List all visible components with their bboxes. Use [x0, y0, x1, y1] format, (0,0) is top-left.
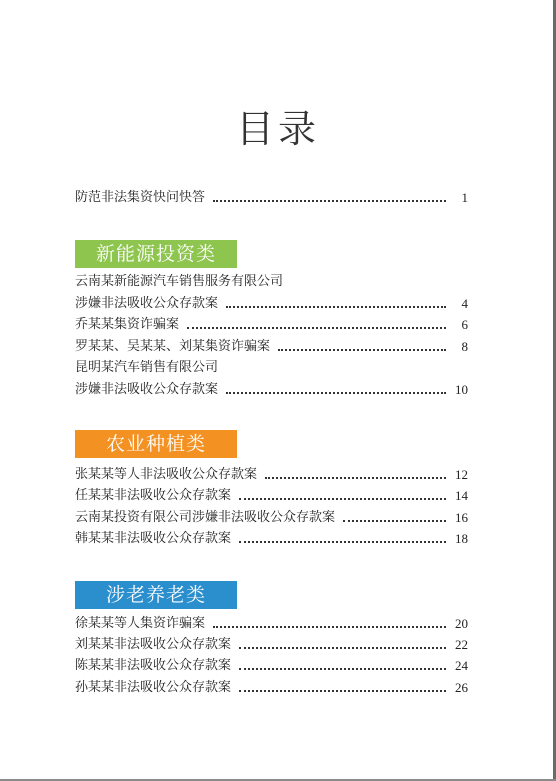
leader-dots: [213, 199, 446, 202]
toc-entry-label: 张某某等人非法吸收公众存款案: [75, 467, 258, 482]
toc-entry[interactable]: [75, 529, 468, 549]
toc-entry-label: 韩某某非法吸收公众存款案: [75, 531, 232, 546]
toc-entry-label: 防范非法集资快问快答: [75, 190, 206, 205]
toc-entry-label: 任某某非法吸收公众存款案: [75, 488, 232, 503]
toc-company-line: 云南某新能源汽车销售服务有限公司: [75, 274, 284, 289]
toc-entry-page: 10: [455, 382, 468, 397]
toc-entry-page: 16: [455, 510, 468, 525]
leader-dots: [239, 667, 446, 670]
page-title: 目录: [235, 107, 320, 151]
toc-entry-label: 云南某投资有限公司涉嫌非法吸收公众存款案: [75, 510, 336, 525]
toc-entry[interactable]: [75, 380, 468, 400]
toc-entry[interactable]: [75, 294, 468, 314]
toc-entry-label: 孙某某非法吸收公众存款案: [75, 680, 232, 695]
toc-entry-label: 徐某某等人集资诈骗案: [75, 616, 206, 631]
toc-entry-label: 涉嫌非法吸收公众存款案: [75, 296, 219, 311]
toc-entry-page: 14: [455, 488, 468, 503]
toc-entry-page: 18: [455, 531, 468, 546]
toc-entry[interactable]: [75, 465, 468, 485]
toc-entry[interactable]: [75, 508, 468, 528]
toc-entry-intro[interactable]: [75, 188, 468, 208]
toc-entry-page: 20: [455, 616, 468, 631]
toc-entry-page: 24: [455, 658, 468, 673]
leader-dots: [239, 540, 446, 543]
leader-dots: [226, 305, 446, 308]
toc-entry-label: 陈某某非法吸收公众存款案: [75, 658, 232, 673]
toc-entry[interactable]: [75, 486, 468, 506]
toc-entry-page: 8: [461, 339, 468, 354]
leader-dots: [239, 689, 446, 692]
section-heading-new-energy: 新能源投资类: [75, 240, 237, 268]
toc-entry-page: 22: [455, 637, 468, 652]
toc-entry[interactable]: [75, 656, 468, 676]
toc-entry-page: 12: [455, 467, 468, 482]
toc-entry[interactable]: [75, 678, 468, 698]
toc-entry-page: 26: [455, 680, 468, 695]
toc-entry-label: 涉嫌非法吸收公众存款案: [75, 382, 219, 397]
leader-dots: [226, 391, 446, 394]
toc-entry[interactable]: [75, 315, 468, 335]
toc-company-line: 昆明某汽车销售有限公司: [75, 360, 219, 375]
toc-entry-page: 4: [461, 296, 468, 311]
toc-entry-label: 罗某某、吴某某、刘某集资诈骗案: [75, 339, 271, 354]
leader-dots: [239, 497, 446, 500]
leader-dots: [343, 519, 446, 522]
section-heading-agriculture: 农业种植类: [75, 430, 237, 458]
toc-entry-page: 6: [461, 317, 468, 332]
leader-dots: [278, 348, 446, 351]
leader-dots: [187, 326, 446, 329]
leader-dots: [213, 625, 446, 628]
section-heading-elderly-care: 涉老养老类: [75, 581, 237, 609]
toc-entry[interactable]: [75, 614, 468, 634]
toc-entry-label: 刘某某非法吸收公众存款案: [75, 637, 232, 652]
leader-dots: [239, 646, 446, 649]
toc-entry[interactable]: [75, 635, 468, 655]
toc-entry[interactable]: [75, 337, 468, 357]
toc-entry-page: 1: [461, 190, 468, 205]
leader-dots: [265, 476, 446, 479]
toc-entry-label: 乔某某集资诈骗案: [75, 317, 180, 332]
